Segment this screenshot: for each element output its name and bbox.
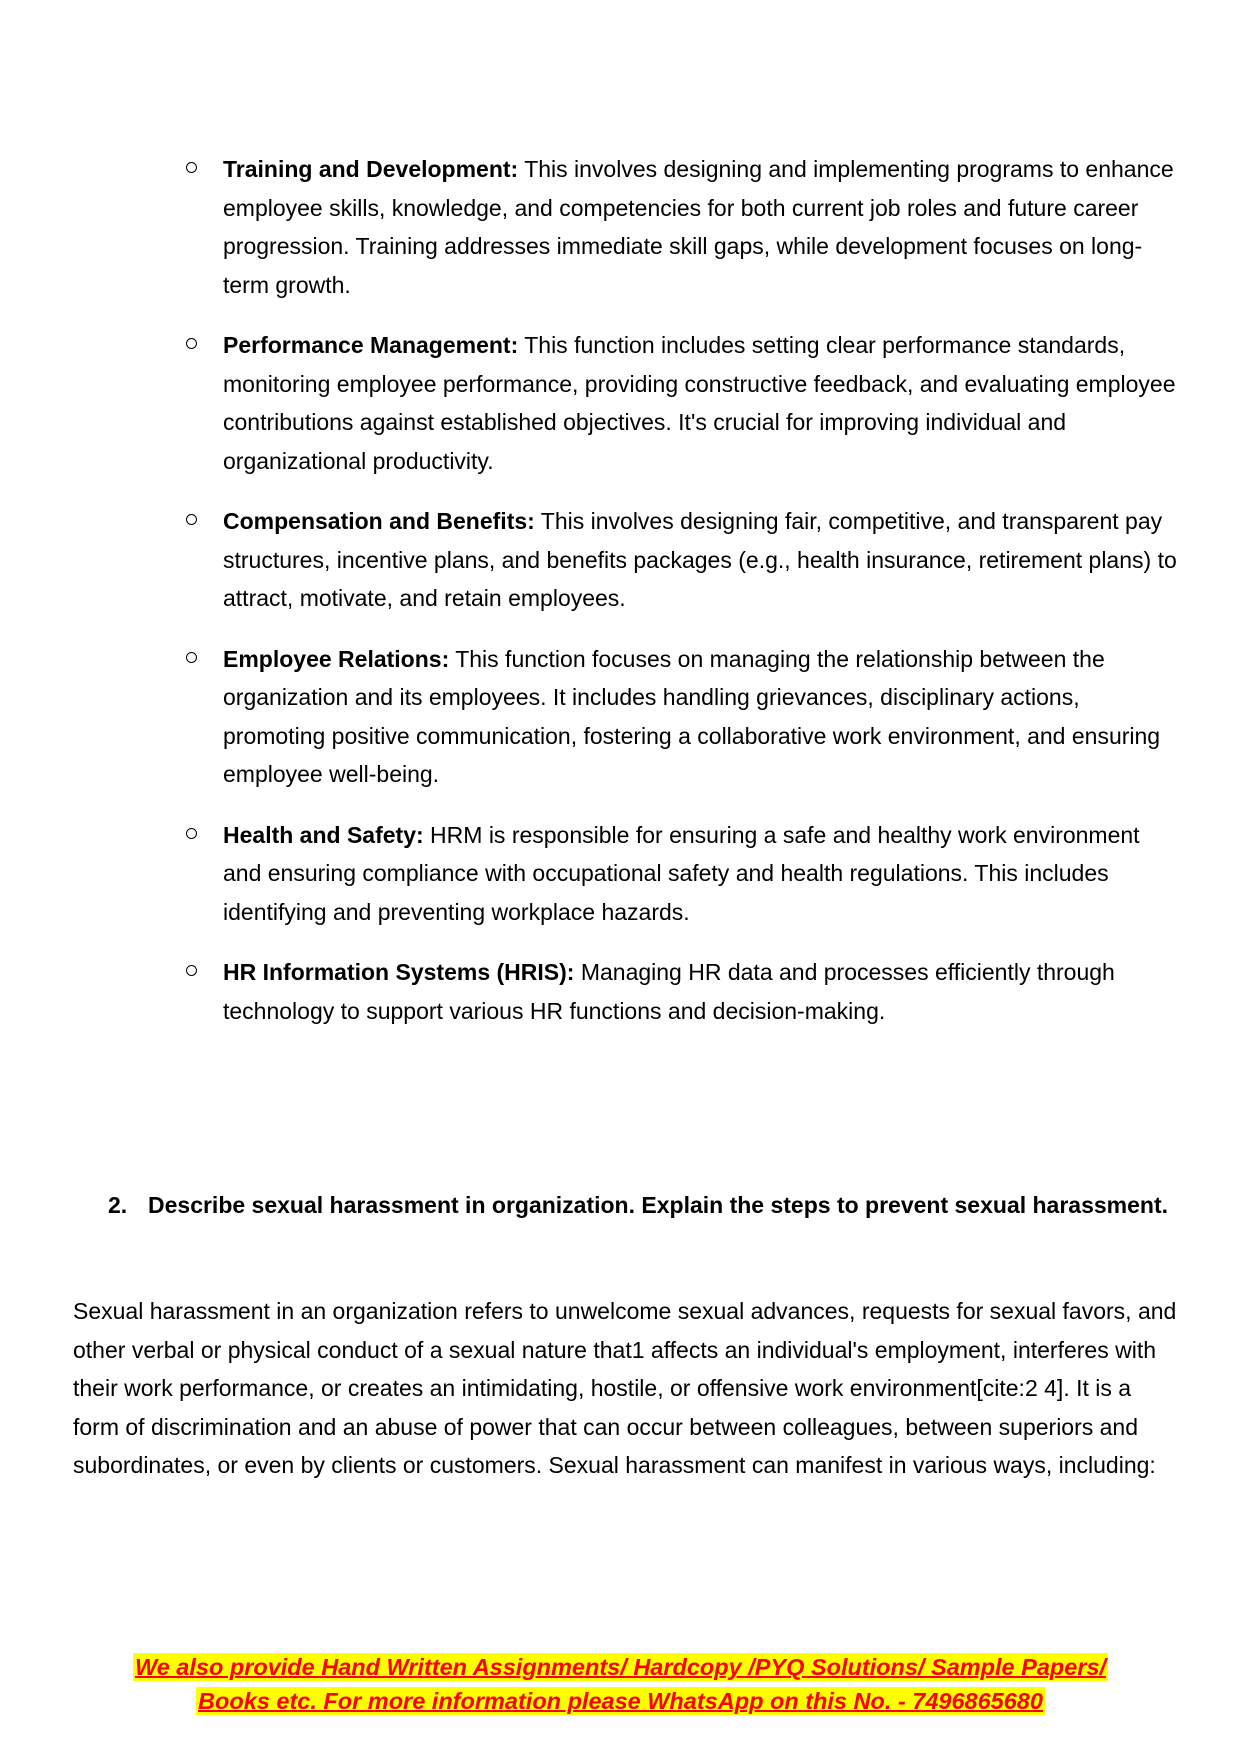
list-item-text: This function includes setting clear performance standards, monitoring employee performance, providing constructive feedback, and evaluating employee contributions against established objectives. It's crucial for improving individual and organizational productivity. <box>223 332 1176 474</box>
list-item-health-safety <box>0 816 1241 932</box>
question-text: Describe sexual harassment in organization. Explain the steps to prevent sexual harassment. <box>148 1192 1169 1218</box>
answer-paragraph: Sexual harassment in an organization refers to unwelcome sexual advances, requests for sexual favors, and other verbal or physical conduct of a sexual nature that1 affects an individual's employment, interferes with their work performance, or creates an intimidating, hostile, or offensive work environment[cite:2 4]. It is a form of discrimination and an abuse of power that can occur between colleagues, between superiors and subordinates, or even by clients or customers. Sexual harassment can manifest in various ways, including: <box>73 1298 1177 1478</box>
hollow-circle-bullet-icon <box>186 828 197 839</box>
promo-line-1: We also provide Hand Written Assignments/ Hardcopy /PYQ Solutions/ Sample Papers/ <box>134 1654 1107 1680</box>
list-item-title: Employee Relations: <box>223 645 450 672</box>
hollow-circle-bullet-icon <box>186 338 197 349</box>
list-item-hris <box>0 953 1241 1030</box>
list-item-title: Training and Development: <box>223 156 519 182</box>
list-item-employee-relations <box>0 640 1241 794</box>
list-item-title: Health and Safety: <box>223 821 424 848</box>
list-item-text: HRM is responsible for ensuring a safe and healthy work environment and ensuring compliance with occupational safety and health regulations. This includes identifying and preventing workplace hazards. <box>223 821 1140 925</box>
list-item-title: HR Information Systems (HRIS): <box>223 959 575 985</box>
hollow-circle-bullet-icon <box>186 162 197 173</box>
list-item-text: This involves designing and implementing programs to enhance employee skills, knowledge, and competencies for both current job roles and future career progression. Training addresses immediate skill gaps, while development focuses on long-term growth. <box>223 156 1174 298</box>
list-item-title: Performance Management: <box>223 332 519 358</box>
hollow-circle-bullet-icon <box>186 652 197 663</box>
list-item-text: Managing HR data and processes efficiently through technology to support various HR functions and decision-making. <box>223 959 1115 1024</box>
promo-line-2: Books etc. For more information please WhatsApp on this No. - 7496865680 <box>198 1688 1043 1714</box>
hollow-circle-bullet-icon <box>186 514 197 525</box>
list-item-title: Compensation and Benefits: <box>223 508 535 534</box>
question-number: 2. <box>108 1192 128 1218</box>
hr-functions-list <box>0 150 1241 1052</box>
list-item-text: This function focuses on managing the relationship between the organization and its employees. It includes handling grievances, disciplinary actions, promoting positive communication, fostering a collaborative work environment, and ensuring employee well-being. <box>223 645 1161 787</box>
list-item-text: This involves designing fair, competitive, and transparent pay structures, incentive plans, and benefits packages (e.g., health insurance, retirement plans) to attract, motivate, and retain employees. <box>223 508 1177 611</box>
list-item-compensation <box>0 502 1241 618</box>
question-heading <box>108 1186 1178 1225</box>
promo-footer <box>40 1650 1201 1718</box>
hollow-circle-bullet-icon <box>186 965 197 976</box>
list-item-training <box>0 150 1241 304</box>
list-item-performance <box>0 326 1241 480</box>
